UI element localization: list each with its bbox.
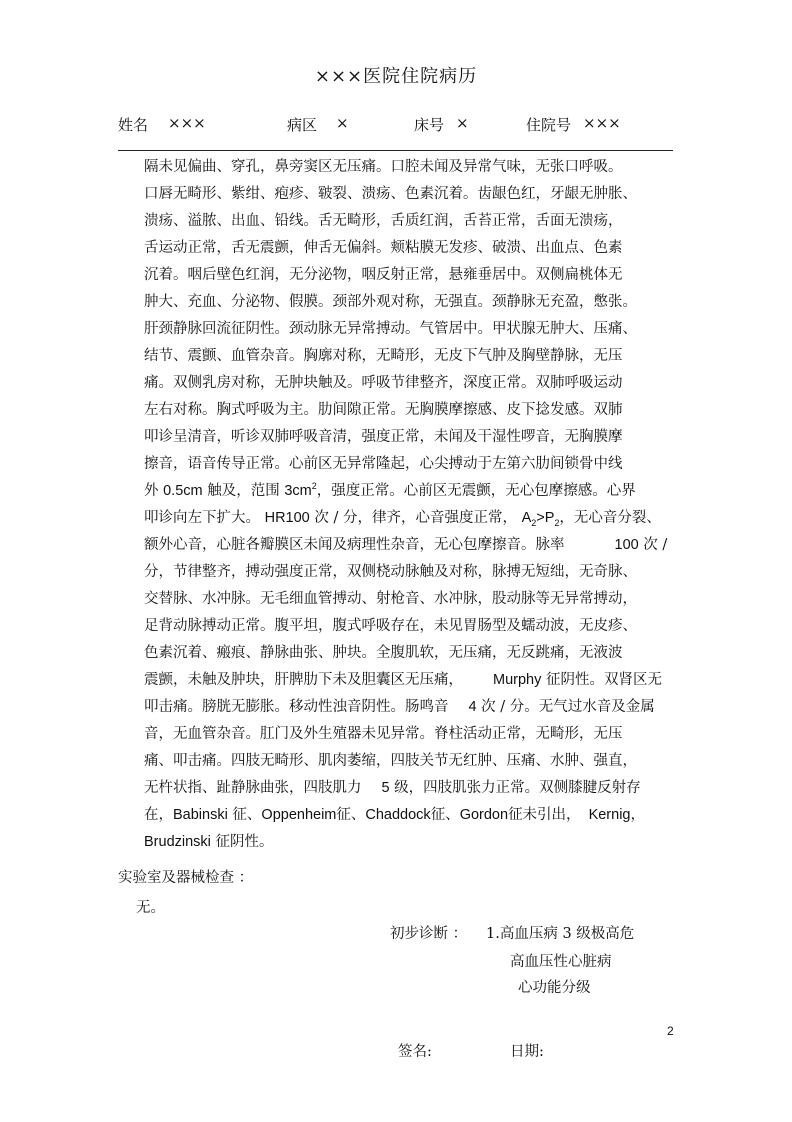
p2-text: >P bbox=[536, 510, 555, 526]
a2-text: A bbox=[521, 510, 532, 526]
text-run: 征、 bbox=[227, 807, 262, 823]
text-run: 征、 bbox=[336, 807, 366, 823]
text-run: 次 / bbox=[638, 537, 668, 553]
oppenheim-sign-text: Oppenheim bbox=[261, 807, 337, 823]
exam-line bbox=[144, 694, 655, 720]
exam-line: 结节、震颤、血管杂音。胸廓对称，无畸形，无皮下气肿及胸壁静脉，无压 bbox=[144, 348, 623, 364]
exam-line: 隔未见偏曲、穿孔，鼻旁窦区无压痛。口腔未闻及异常气味，无张口呼吸。 bbox=[144, 159, 623, 175]
text-run: 无杵状指、趾静脉曲张，四肢肌力 bbox=[144, 780, 362, 796]
exam-line: 痛。双侧乳房对称，无肿块触及。呼吸节律整齐，深度正常。双肺呼吸运动 bbox=[144, 375, 623, 391]
diagnosis-item: 1.高血压病 3 级极高危 bbox=[486, 926, 635, 942]
text-run: 叩击痛。膀胱无膨胀。移动性浊音阴性。肠鸣音 bbox=[144, 699, 449, 715]
text-run: 征未引出， bbox=[508, 807, 581, 823]
diagnosis-item: 高血压性心脏病 bbox=[510, 954, 612, 970]
text-run: 次 / 分，律齐，心音强度正常， bbox=[309, 510, 522, 526]
text-run: 叩诊向左下扩大。 bbox=[144, 510, 265, 526]
lab-exam-value: 无。 bbox=[136, 900, 165, 916]
heart-rate-text: HR100 bbox=[264, 510, 310, 526]
exam-line: 分，节律整齐，搏动强度正常，双侧桡动脉触及对称，脉搏无短绌，无奇脉、 bbox=[144, 564, 637, 580]
exam-line: 肝颈静脉回流征阴性。颈动脉无异常搏动。气管居中。甲状腺无肿大、压痛、 bbox=[144, 321, 637, 337]
exam-line: 左右对称。胸式呼吸为主。肋间隙正常。无胸膜摩擦感、皮下捻发感。双肺 bbox=[144, 402, 623, 418]
pulse-rate-text: 100 bbox=[614, 537, 639, 553]
exam-line: 沉着。咽后壁色红润，无分泌物，咽反射正常，悬雍垂居中。双侧扁桃体无 bbox=[144, 267, 623, 283]
text-run: 征阴性。双肾区无 bbox=[541, 672, 662, 688]
exam-line bbox=[144, 532, 667, 558]
exam-line: 舌运动正常，舌无震颤，伸舌无偏斜。颊粘膜无发疹、破溃、出血点、色素 bbox=[144, 240, 623, 256]
ward-value: × bbox=[336, 114, 349, 132]
signature-label: 签名: bbox=[398, 1044, 432, 1060]
diagnosis-label: 初步诊断 ： bbox=[390, 926, 468, 942]
exam-line: 音，无血管杂音。肛门及外生殖器未见异常。脊柱活动正常，无畸形，无压 bbox=[144, 726, 623, 742]
chaddock-sign-text: Chaddock bbox=[365, 807, 431, 823]
name-label: 姓名 bbox=[118, 116, 149, 134]
header-rule bbox=[118, 150, 673, 151]
text-run: 征阴性。 bbox=[210, 834, 274, 850]
bowel-sound-rate: 4 bbox=[468, 699, 477, 715]
text-run: 级，四肢肌张力正常。双侧膝腱反射存 bbox=[389, 780, 641, 796]
exam-line: 痛、叩击痛。四肢无畸形、肌肉萎缩，四肢关节无红肿、压痛、水肿、强直， bbox=[144, 753, 637, 769]
gordon-sign-text: Gordon bbox=[459, 807, 509, 823]
exam-line bbox=[144, 667, 662, 693]
exam-line: 肿大、充血、分泌物、假膜。颈部外观对称，无强直。颈静脉无充盈，憋张。 bbox=[144, 294, 637, 310]
superscript: 2 bbox=[311, 481, 317, 492]
brudzinski-sign-text: Brudzinski bbox=[144, 834, 211, 850]
exam-line bbox=[144, 775, 641, 801]
exam-line: 足背动脉搏动正常。腹平坦，腹式呼吸存在，未见胃肠型及蠕动波，无皮疹、 bbox=[144, 618, 637, 634]
text-run: 额外心音，心脏各瓣膜区未闻及病理性杂音，无心包摩擦音。脉率 bbox=[144, 537, 565, 553]
exam-line: 擦音，语音传导正常。心前区无异常隆起，心尖搏动于左第六肋间锁骨中线 bbox=[144, 456, 623, 472]
muscle-strength-grade: 5 bbox=[381, 780, 390, 796]
bed-label: 床号 bbox=[414, 116, 445, 134]
subscript: 2 bbox=[554, 517, 560, 528]
lab-exam-label: 实验室及器械检查 ： bbox=[118, 870, 254, 886]
measurement-text: 0.5cm bbox=[163, 483, 203, 499]
exam-line bbox=[144, 505, 661, 531]
date-label: 日期: bbox=[510, 1044, 544, 1060]
exam-line: 溃疡、溢脓、出血、铅线。舌无畸形，舌质红润，舌苔正常，舌面无溃疡， bbox=[144, 213, 623, 229]
murphy-sign-text: Murphy bbox=[493, 672, 542, 688]
exam-line: 叩诊呈清音，听诊双肺呼吸音清，强度正常，未闻及干湿性啰音，无胸膜摩 bbox=[144, 429, 623, 445]
page-number: 2 bbox=[667, 1024, 674, 1038]
text-run: 征、 bbox=[430, 807, 460, 823]
text-run: ，强度正常。心前区无震颤，无心包摩擦感。心界 bbox=[316, 483, 636, 499]
admission-no-value: ××× bbox=[583, 114, 621, 132]
babinski-sign-text: Babinski bbox=[173, 807, 228, 823]
measurement-text: 3cm bbox=[284, 483, 312, 499]
kernig-sign-text: Kernig bbox=[588, 807, 631, 823]
exam-line: 交替脉、水冲脉。无毛细血管搏动、射枪音、水冲脉，股动脉等无异常搏动， bbox=[144, 591, 637, 607]
text-run: 震颤，未触及肿块，肝脾肋下未及胆囊区无压痛， bbox=[144, 672, 463, 688]
subscript: 2 bbox=[531, 517, 537, 528]
exam-line bbox=[144, 829, 274, 855]
text-run: ，无心音分裂、 bbox=[559, 510, 661, 526]
text-run: 触及，范围 bbox=[202, 483, 285, 499]
exam-line: 口唇无畸形、紫绀、疱疹、皲裂、溃疡、色素沉着。齿龈色红，牙龈无肿胀、 bbox=[144, 186, 637, 202]
exam-line bbox=[144, 478, 636, 504]
ward-label: 病区 bbox=[287, 116, 318, 134]
admission-no-label: 住院号 bbox=[526, 116, 572, 134]
text-run: 外 bbox=[144, 483, 164, 499]
record-header bbox=[118, 114, 678, 136]
bed-value: × bbox=[456, 114, 469, 132]
name-value: ××× bbox=[168, 114, 206, 132]
page-title: ×××医院住院病历 bbox=[314, 66, 478, 87]
exam-line: 色素沉着、瘢痕、静脉曲张、肿块。全腹肌软，无压痛，无反跳痛，无液波 bbox=[144, 645, 623, 661]
text-run: 在， bbox=[144, 807, 173, 823]
exam-line bbox=[144, 802, 645, 828]
diagnosis-item: 心功能分级 bbox=[518, 980, 591, 996]
text-run: 次 / 分。无气过水音及金属 bbox=[476, 699, 655, 715]
text-run: ， bbox=[630, 807, 645, 823]
